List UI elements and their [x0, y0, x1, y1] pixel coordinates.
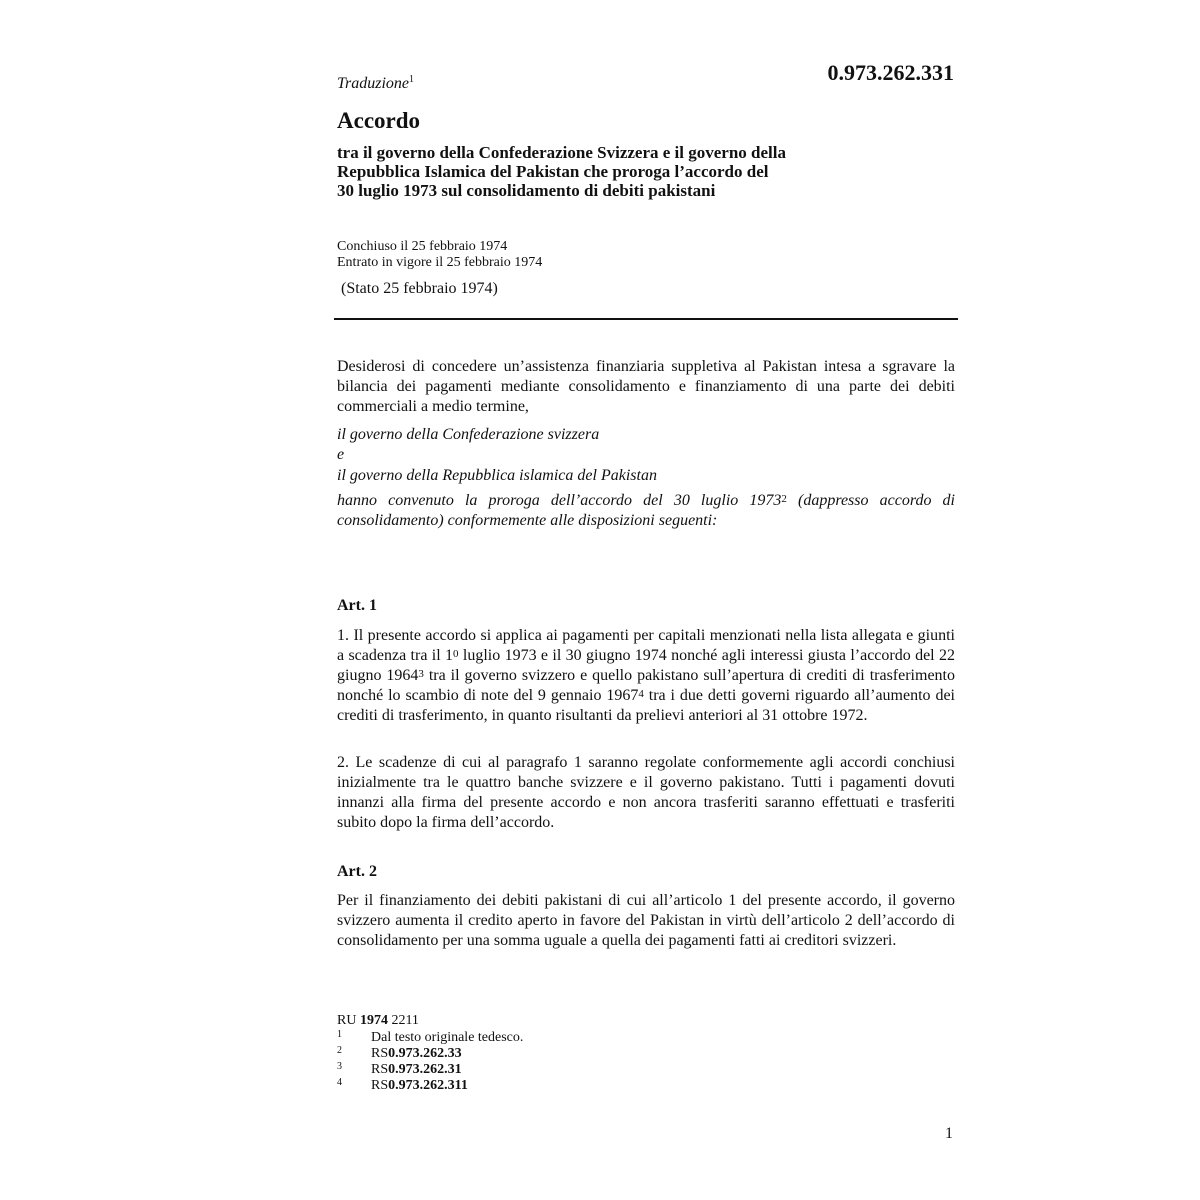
document-title: Accordo [337, 108, 421, 133]
subtitle-line: tra il governo della Confederazione Svizzera e il governo della [337, 143, 786, 162]
article-1-paragraph-1: 1. Il presente accordo si applica ai pagamenti per capitali menzionati nella lista allegata e giunti a scadenza tra il 1$^0$ luglio 1973 e il 30 giugno 1974 nonché agli interessi giusta l’accordo del 22 giugno 1964$^3$ tra il governo svizzero e quello pakistano sull’apertura di crediti di trasferimento nonché lo scambio di note del 9 gennaio 1967$^4$ tra i due detti governi riguardo all’aumento dei crediti di trasferimento, in quanto risultanti da prelievi anteriori al 31 ottobre 1972. [337, 627, 955, 724]
preamble-intro: Desiderosi di concedere un’assistenza finanziaria suppletiva al Pakistan intesa a sgravare la bilancia dei pagamenti mediante consolidamento e finanziamento di una parte dei debiti commerciali a medio termine, [337, 358, 955, 415]
subtitle-line: 30 luglio 1973 sul consolidamento di debiti pakistani [337, 181, 716, 200]
header-divider [334, 318, 958, 320]
footnote-item: 3 RS 0.973.262.31 [337, 1061, 462, 1077]
status-date: (Stato 25 febbraio 1974) [341, 280, 498, 297]
preamble-party-2: il governo della Repubblica islamica del Pakistan [337, 467, 657, 484]
in-force-date: Entrato in vigore il 25 febbraio 1974 [337, 255, 543, 270]
preamble-conjunction: e [337, 446, 345, 463]
concluded-date: Conchiuso il 25 febbraio 1974 [337, 239, 508, 254]
footnote-ref-4: 4 [638, 688, 644, 700]
ru-reference: RU 1974 2211 [337, 1013, 419, 1028]
footnote-ref-1: 1 [409, 74, 415, 85]
footnotes [337, 1030, 523, 1094]
article-1-paragraph-2: 2. Le scadenze di cui al paragrafo 1 saranno regolate conformemente agli accordi conchiusi inizialmente tra le quattro banche svizzere e il governo pakistano. Tutti i pagamenti dovuti innanzi alla firma del presente accordo e non ancora trasferiti saranno effettuati e trasferiti subito dopo la firma dell’accordo. [337, 754, 955, 831]
article-2-paragraph-1: Per il finanziamento dei debiti pakistani di cui all’articolo 1 del presente accordo, il governo svizzero aumenta il credito aperto in favore del Pakistan in virtù dell’articolo 2 dell’accordo di consolidamento per una somma uguale a quella dei pagamenti fatti ai creditori svizzeri. [337, 892, 955, 949]
preamble-party-1: il governo della Confederazione svizzera [337, 426, 600, 443]
preamble-agreement: hanno convenuto la proroga dell’accordo del 30 luglio 1973$^2$ (dappresso accordo di consolidamento) conformemente alle disposizioni seguenti: [337, 492, 955, 529]
footnote-item: 1 Dal testo originale tedesco. [337, 1029, 524, 1045]
sr-number: 0.973.262.331 [827, 60, 954, 85]
footnote-ref-2: 2 [781, 493, 787, 505]
document-subtitle [337, 143, 957, 200]
page-number: 1 [945, 1125, 953, 1142]
footnote-item: 2 RS 0.973.262.33 [337, 1045, 462, 1061]
footnote-ref-3: 3 [418, 668, 424, 680]
document-meta [337, 239, 542, 271]
subtitle-line: Repubblica Islamica del Pakistan che proroga l’accordo del [337, 162, 769, 181]
footnote-item: 4 RS 0.973.262.311 [337, 1077, 468, 1093]
translation-label: Traduzione$^1$ [337, 74, 415, 92]
article-1-heading: Art. 1 [337, 597, 377, 614]
article-2-heading: Art. 2 [337, 863, 377, 880]
